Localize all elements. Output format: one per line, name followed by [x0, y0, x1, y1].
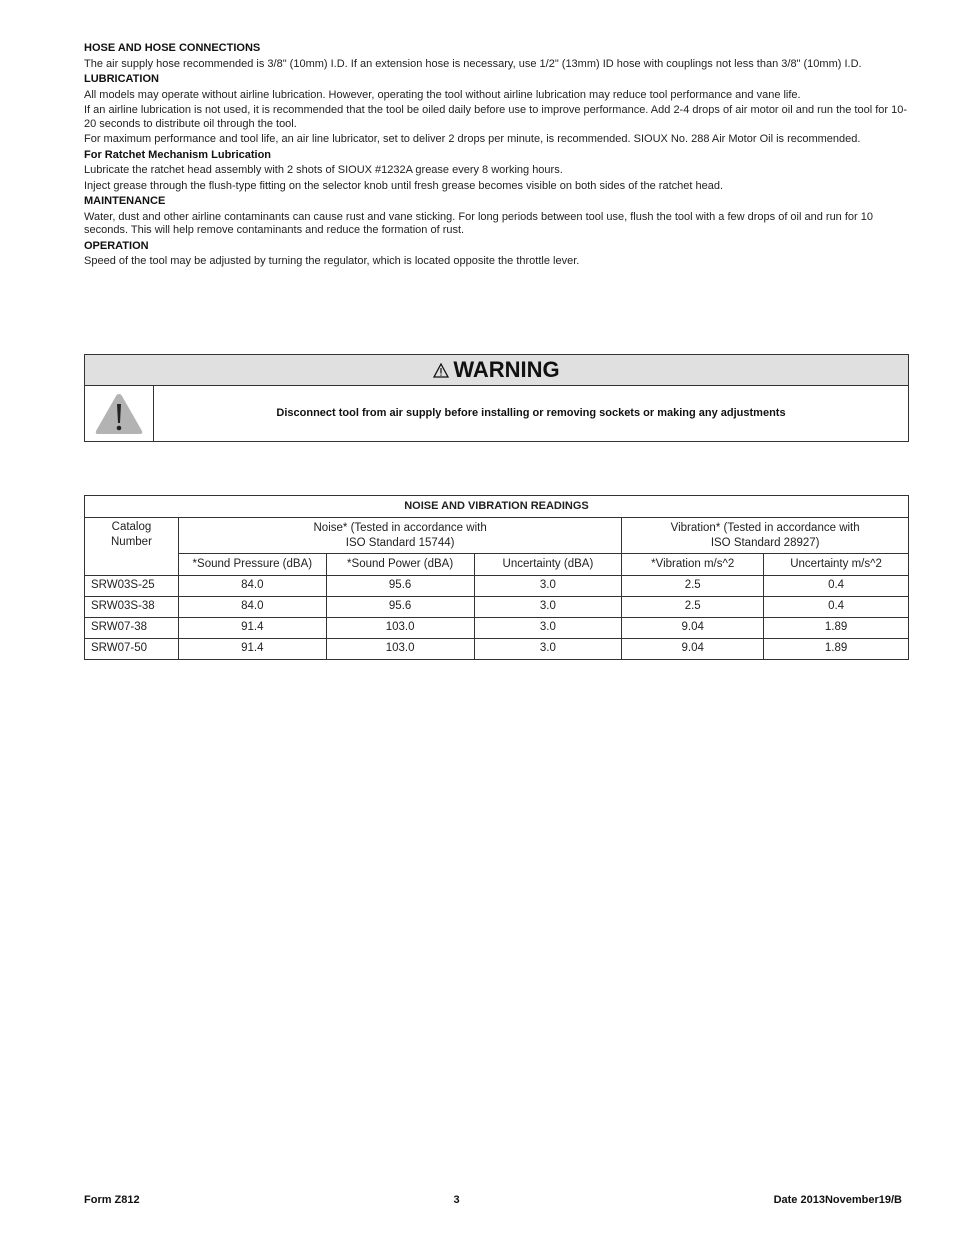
warning-title: WARNING — [453, 357, 560, 383]
table-cell: 2.5 — [622, 576, 764, 597]
table-group-header-row — [85, 518, 909, 554]
table-cell: 91.4 — [178, 618, 326, 639]
table-cell: 0.4 — [764, 597, 909, 618]
table-cell: 103.0 — [326, 639, 474, 660]
table-title-row — [85, 496, 909, 518]
table-row — [85, 597, 909, 618]
section-heading-maintenance: MAINTENANCE — [84, 195, 166, 207]
table-cell: 9.04 — [622, 618, 764, 639]
paragraph: The air supply hose recommended is 3/8" (10mm) I.D. If an extension hose is necessary, use 1/2" (13mm) ID hose with couplings not less than 3/8" (10mm) I.D. — [84, 57, 862, 70]
page-footer — [84, 1194, 902, 1208]
catalog-number-cell: SRW07-50 — [85, 639, 179, 660]
form-number: Form Z812 — [84, 1194, 140, 1206]
table-cell: 3.0 — [474, 618, 622, 639]
section-heading-ratchet-lubrication: For Ratchet Mechanism Lubrication — [84, 148, 272, 161]
warning-icon-cell — [85, 386, 154, 441]
table-cell: 1.89 — [764, 618, 909, 639]
catalog-number-cell: SRW03S-25 — [85, 576, 179, 597]
paragraph: Speed of the tool may be adjusted by turning the regulator, which is located opposite the throttle lever. — [84, 255, 580, 267]
table-column-header-row — [85, 554, 909, 576]
table-cell: 3.0 — [474, 639, 622, 660]
table-row — [85, 576, 909, 597]
paragraph: All models may operate without airline lubrication. However, operating the tool without airline lubrication may reduce tool performance and vane life. — [84, 88, 801, 101]
catalog-number-cell: SRW07-38 — [85, 618, 179, 639]
warning-message: Disconnect tool from air supply before installing or removing sockets or making any adjustments — [276, 406, 786, 419]
table-cell: 9.04 — [622, 639, 764, 660]
column-header: *Sound Power (dBA) — [326, 554, 474, 576]
table-cell: 84.0 — [178, 597, 326, 618]
page-number: 3 — [453, 1194, 460, 1206]
table-cell: 95.6 — [326, 597, 474, 618]
section-heading-operation: OPERATION — [84, 239, 149, 252]
warning-header — [85, 355, 908, 386]
paragraph: Inject grease through the flush-type fitting on the selector knob until fresh grease becomes visible on both sides of the ratchet head. — [84, 179, 723, 192]
catalog-number-header: Catalog Number — [85, 518, 179, 576]
table-cell: 95.6 — [326, 576, 474, 597]
table-cell: 3.0 — [474, 576, 622, 597]
document-date: Date 2013November19/B — [773, 1194, 902, 1206]
exclamation-triangle-icon — [94, 392, 144, 436]
table-row — [85, 639, 909, 660]
column-header: Uncertainty m/s^2 — [764, 554, 909, 576]
warning-triangle-small-icon — [433, 363, 449, 378]
column-header: *Sound Pressure (dBA) — [178, 554, 326, 576]
catalog-number-cell: SRW03S-38 — [85, 597, 179, 618]
table-cell: 103.0 — [326, 618, 474, 639]
table-title: NOISE AND VIBRATION READINGS — [85, 496, 909, 518]
column-header: *Vibration m/s^2 — [622, 554, 764, 576]
warning-body — [85, 386, 908, 441]
table-cell: 84.0 — [178, 576, 326, 597]
table-cell: 0.4 — [764, 576, 909, 597]
manual-content — [84, 42, 909, 271]
section-heading-hose: HOSE AND HOSE CONNECTIONS — [84, 42, 261, 54]
column-header: Uncertainty (dBA) — [474, 554, 622, 576]
noise-group-header: Noise* (Tested in accordance with ISO Standard 15744) — [178, 518, 621, 554]
table-cell: 1.89 — [764, 639, 909, 660]
table-row — [85, 618, 909, 639]
paragraph: If an airline lubrication is not used, it is recommended that the tool be oiled daily before use to improve performance. Add 2-4 drops of air motor oil and run the tool for 10-20 seconds to distribute oil through the tool. — [84, 104, 908, 130]
paragraph: For maximum performance and tool life, an air line lubricator, set to deliver 2 drops per minute, is recommended. SIOUX No. 288 Air Motor Oil is recommended. — [84, 133, 861, 145]
table-cell: 2.5 — [622, 597, 764, 618]
paragraph: Water, dust and other airline contaminants can cause rust and vane sticking. For long periods between tool use, flush the tool with a few drops of oil and run for 10 seconds. This will help remove contaminants and reduce the formation of rust. — [84, 210, 873, 236]
section-heading-lubrication: LUBRICATION — [84, 73, 159, 85]
paragraph: Lubricate the ratchet head assembly with 2 shots of SIOUX #1232A grease every 8 working hours. — [84, 164, 563, 176]
table-cell: 91.4 — [178, 639, 326, 660]
noise-vibration-table — [84, 495, 909, 660]
warning-box — [84, 354, 909, 442]
vibration-group-header: Vibration* (Tested in accordance with ISO Standard 28927) — [622, 518, 909, 554]
table-cell: 3.0 — [474, 597, 622, 618]
